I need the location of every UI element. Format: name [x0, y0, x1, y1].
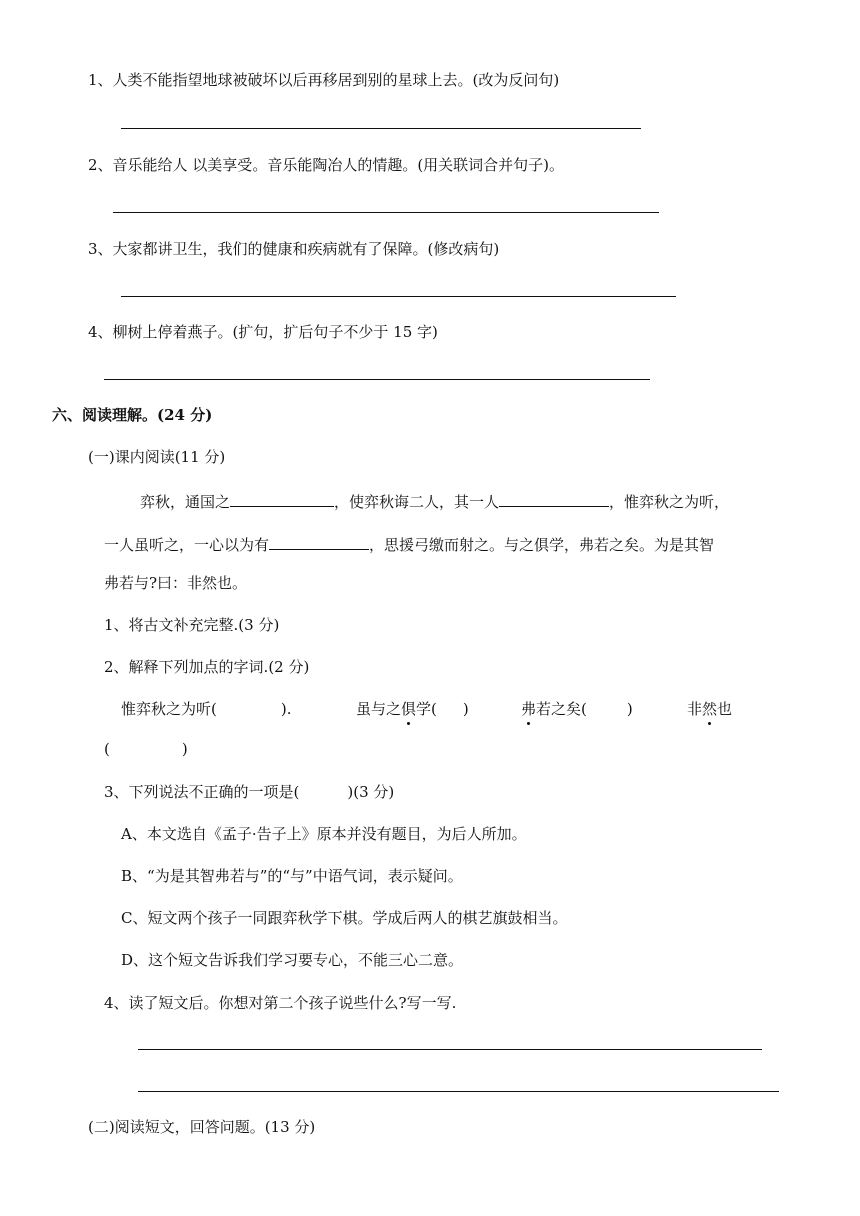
paren-open: ( [104, 740, 110, 758]
word-text: 虽与之 [356, 700, 402, 718]
word-text: ). [280, 700, 292, 718]
word-text: 也 [717, 700, 733, 718]
answer-line-2[interactable] [113, 212, 659, 213]
section-6-heading: 六、阅读理解。(24 分) [52, 406, 213, 424]
dotted-char: 弗 [521, 700, 537, 718]
option-d: D、这个短文告诉我们学习要专心，不能三心二意。 [121, 951, 464, 969]
word-item-4 [687, 699, 732, 719]
answer-line-4[interactable] [104, 379, 650, 380]
question-1: 1、人类不能指望地球被破坏以后再移居到别的星球上去。(改为反问句) [88, 71, 560, 89]
fill-blank-3[interactable] [269, 532, 369, 550]
answer-line-5[interactable] [138, 1049, 762, 1050]
word-item-2 [356, 699, 469, 719]
question-text: )(3 分) [347, 783, 395, 801]
passage-text: ，思援弓缴而射之。与之俱学，弗若之矣。为是其智 [369, 536, 715, 554]
word-text: ) [462, 700, 469, 718]
option-a: A、本文选自《孟子·告子上》原本并没有题目，为后人所加。 [121, 825, 527, 843]
dotted-char: 俱 [401, 700, 417, 718]
passage-line-3: 弗若与?曰：非然也。 [104, 574, 248, 592]
passage-text: 一人虽听之，一心以为有 [104, 536, 270, 554]
word-text: 非 [687, 700, 703, 718]
passage-text: 弈秋，通国之 [140, 493, 231, 511]
word-item-3 [521, 699, 633, 719]
question-3: 3、大家都讲卫生，我们的健康和疾病就有了保障。(修改病句) [88, 240, 500, 258]
option-c: C、短文两个孩子一同跟弈秋学下棋。学成后两人的棋艺旗鼓相当。 [121, 909, 568, 927]
part-2-title: (二)阅读短文，回答问题。(13 分) [88, 1118, 316, 1136]
option-b: B、“为是其智弗若与”的“与”中语气词，表示疑问。 [121, 867, 463, 885]
answer-line-6[interactable] [138, 1091, 779, 1092]
fill-blank-1[interactable] [230, 489, 334, 507]
answer-line-1[interactable] [121, 128, 641, 129]
dotted-char: 然 [702, 700, 718, 718]
question-2: 2、音乐能给人 以美享受。音乐能陶冶人的情趣。(用关联词合并句子)。 [88, 156, 565, 174]
answer-line-3[interactable] [121, 296, 676, 297]
word-item-1 [121, 699, 291, 719]
question-text: 3、下列说法不正确的一项是( [104, 783, 300, 801]
sub-question-4: 4、读了短文后。你想对第二个孩子说些什么?写一写. [104, 994, 457, 1012]
sub-question-1: 1、将古文补充完整.(3 分) [104, 616, 280, 634]
question-4: 4、柳树上停着燕子。(扩句，扩后句子不少于 15 字) [88, 323, 438, 341]
passage-text: ，使弈秋诲二人，其一人 [334, 493, 500, 511]
word-item-4-answer [104, 739, 188, 759]
passage-line-2 [104, 532, 714, 555]
word-text: 惟弈秋之为听( [121, 700, 217, 718]
sub-question-2: 2、解释下列加点的字词.(2 分) [104, 658, 310, 676]
word-text: 学( [416, 700, 437, 718]
word-text: ) [626, 700, 633, 718]
passage-text: ，惟弈秋之为听， [609, 493, 730, 511]
fill-blank-2[interactable] [499, 489, 609, 507]
passage-line-1 [140, 489, 729, 512]
part-1-title: (一)课内阅读(11 分) [88, 448, 226, 466]
sub-question-3 [104, 782, 394, 802]
word-text: 若之矣( [536, 700, 587, 718]
paren-close: ) [181, 740, 188, 758]
